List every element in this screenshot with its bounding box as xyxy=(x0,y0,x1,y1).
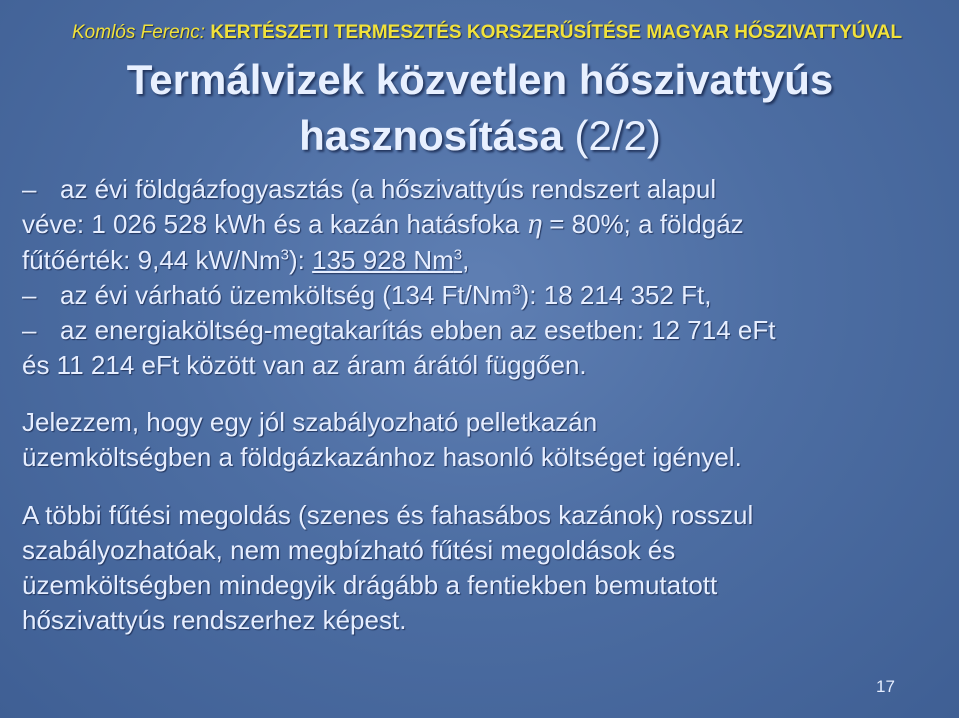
underlined-result xyxy=(312,245,462,275)
superscript-3: 3 xyxy=(453,246,463,264)
eta-symbol: η xyxy=(526,210,543,240)
bullet-operating-cost xyxy=(22,278,937,313)
superscript-3: 3 xyxy=(280,246,289,264)
dash-bullet: – xyxy=(22,315,37,345)
title-line-2 xyxy=(40,108,920,164)
paragraph-other-heating-line-1: A többi fűtési megoldás (szenes és fahasábos kazánok) rosszul xyxy=(22,500,754,530)
superscript-3: 3 xyxy=(512,281,521,299)
bullet-savings-line-2: és 11 214 eFt között van az áram árától függően. xyxy=(22,350,587,380)
header-topic: KERTÉSZETI TERMESZTÉS KORSZERŰSÍTÉSE MAGYAR HŐSZIVATTYÚVAL xyxy=(210,22,903,43)
text: 135 928 Nm xyxy=(312,245,454,275)
bullet-gas-consumption-line-1 xyxy=(22,172,937,207)
title-line-1: Termálvizek közvetlen hőszivattyús xyxy=(126,56,834,103)
dash-bullet: – xyxy=(22,174,37,204)
dash-bullet: – xyxy=(22,280,37,310)
text: az energiaköltség-megtakarítás ebben az esetben: 12 714 eFt xyxy=(60,315,776,345)
paragraph-other-heating-line-4: hőszivattyús rendszerhez képest. xyxy=(22,605,407,635)
slide-header xyxy=(72,22,942,44)
text: ): xyxy=(289,245,313,275)
text: az évi földgázfogyasztás (a hőszivattyús rendszert alapul xyxy=(60,174,717,204)
bullet-gas-consumption-line-2 xyxy=(22,207,937,243)
bullet-gas-consumption-line-3 xyxy=(22,243,937,278)
paragraph-pellet-line-1: Jelezzem, hogy egy jól szabályozható pelletkazán xyxy=(22,407,598,437)
paragraph-other-heating-line-2: szabályozhatóak, nem megbízható fűtési megoldások és xyxy=(22,535,676,565)
text: , xyxy=(462,245,470,275)
title-part-indicator: (2/2) xyxy=(562,112,661,159)
text: véve: 1 026 528 kWh és a kazán hatásfoka xyxy=(22,209,527,239)
text: fűtőérték: 9,44 kW/Nm xyxy=(22,245,281,275)
slide-title xyxy=(40,52,920,164)
text: az évi várható üzemköltség (134 Ft/Nm xyxy=(60,280,513,310)
text: ): 18 214 352 Ft, xyxy=(520,280,712,310)
header-author: Komlós Ferenc: xyxy=(72,22,206,43)
slide-body xyxy=(22,172,937,638)
page-number: 17 xyxy=(876,677,895,696)
title-line-2-main: hasznosítása xyxy=(299,112,563,159)
text: = 80%; a földgáz xyxy=(542,209,744,239)
paragraph-pellet-line-2: üzemköltségben a földgázkazánhoz hasonló költséget igényel. xyxy=(22,442,742,472)
paragraph-other-heating-line-3: üzemköltségben mindegyik drágább a fentiekben bemutatott xyxy=(22,570,718,600)
bullet-savings-line-1 xyxy=(22,313,937,348)
